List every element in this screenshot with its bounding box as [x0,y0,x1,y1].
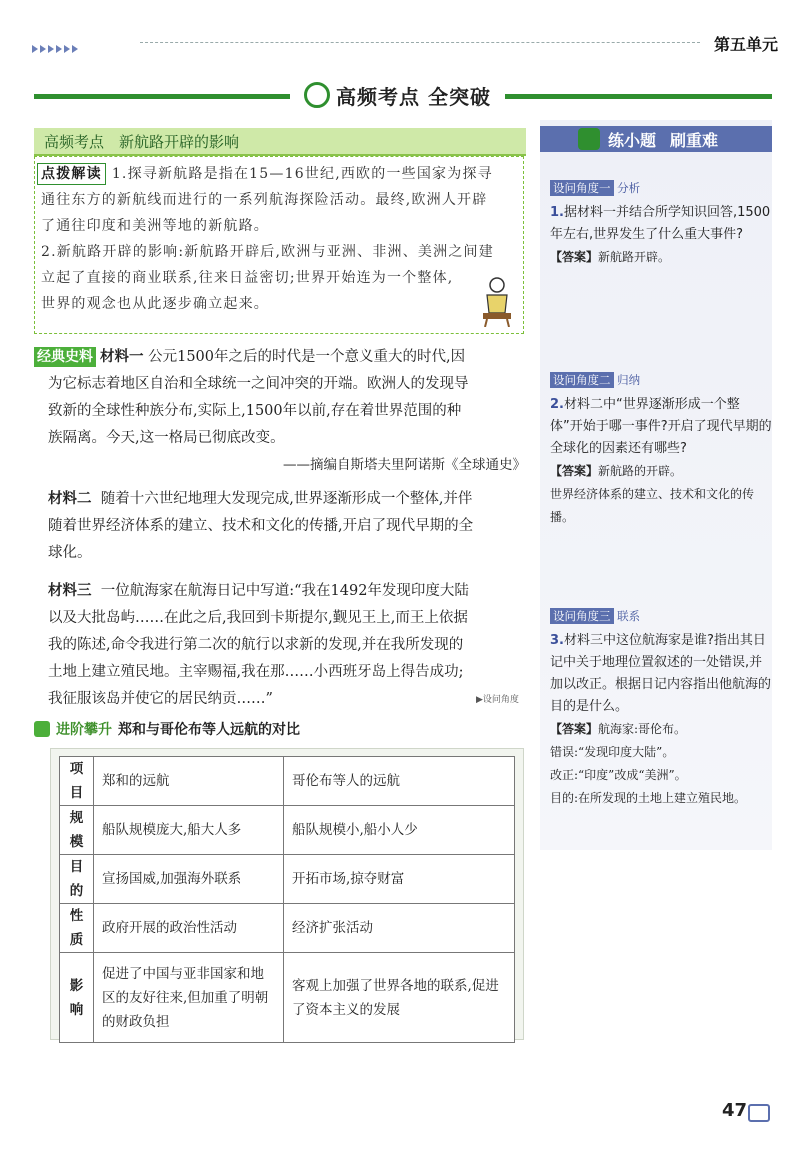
row-head: 性质 [60,904,94,953]
explain-line: 1.探寻新航路是指在15—16世纪,西欧的一些国家为探寻 [111,166,493,182]
material-title: 材料三 [48,583,92,599]
explain-line: 通往东方的新航线而进行的一系列航海探险活动。最终,欧洲人开辟 [41,192,488,208]
answer-text: 改正:“印度”改成“美洲”。 [550,768,687,782]
book-icon [748,1104,770,1122]
material-one [34,344,526,479]
topic-bar [34,128,526,156]
question-number: 3. [550,633,564,648]
student-icon [578,128,600,150]
material-line: 土地上建立殖民地。主宰赐福,我在那……小西班牙岛上得告成功; [48,664,464,680]
cell: 政府开展的政治性活动 [94,904,284,953]
answer-label: 【答案】 [550,722,599,736]
question-1 [550,180,772,269]
table-row [60,904,515,953]
practice-bar [540,126,772,152]
material-line: 我征服该岛并使它的居民纳贡……” [48,691,273,707]
cell: 促进了中国与亚非国家和地区的友好往来,但加重了明朝的财政负担 [94,953,284,1043]
question-text: 材料三中这位航海家是谁?指出其日记中关于地理位置叙述的一处错误,并加以改正。根据日记内容指出他航海的目的是什么。 [550,633,772,714]
explain-box [34,156,524,334]
practice-label: 练小题 [608,130,657,150]
explain-tag: 点拨解读 [37,163,106,185]
material-line: 一位航海家在航海日记中写道:“我在1492年发现印度大陆 [100,583,469,599]
material-line: 以及大批岛屿……在此之后,我回到卡斯提尔,觐见王上,而王上依据 [48,610,468,626]
header-arrows [32,38,140,46]
header-dashed-line [140,42,700,43]
question-number: 2. [550,397,564,412]
material-two [34,486,526,567]
angle-type: 联系 [617,609,641,623]
row-head: 影响 [60,953,94,1043]
comparison-table [59,756,515,1043]
angle-tag: 设问角度三 [550,608,614,624]
material-line: 我的陈述,命令我进行第二次的航行以求新的发现,并在我所发现的 [48,637,464,653]
cell: 客观上加强了世界各地的联系,促进了资本主义的发展 [284,953,515,1043]
explain-line: 2.新航路开辟的影响:新航路开辟后,欧洲与亚洲、非洲、美洲之间建 [41,244,494,260]
unit-label: 第五单元 [713,35,778,54]
explain-line: 了通往印度和美洲等地的新航路。 [41,218,269,234]
row-head: 项目 [60,757,94,806]
material-line: 随着十六世纪地理大发现完成,世界逐渐形成一个整体,并伴 [100,491,473,507]
answer-text: 世界经济体系的建立、技术和文化的传播。 [550,487,755,524]
banner-title: 高频考点 全突破 [336,84,491,109]
table-row [60,806,515,855]
answer-label: 【答案】 [550,464,599,478]
comparison-table-wrap [50,748,524,1040]
answer-text: 航海家:哥伦布。 [598,722,687,736]
material-title: 材料一 [100,349,144,365]
material-line: 随着世界经济体系的建立、技术和文化的传播,开启了现代早期的全 [48,518,474,534]
table-row [60,855,515,904]
question-number: 1. [550,205,564,220]
cell: 郑和的远航 [94,757,284,806]
cell: 宣扬国威,加强海外联系 [94,855,284,904]
row-head: 目的 [60,855,94,904]
question-3 [550,608,772,810]
climb-icon [34,721,50,737]
explain-line: 世界的观念也从此逐步确立起来。 [41,296,269,312]
table-row [60,757,515,806]
reading-figure-icon [477,275,517,327]
swirl-icon [304,82,330,108]
angle-type: 归纳 [617,373,641,387]
page-number: 47 [722,1100,748,1121]
answer-text: 新航路的开辟。 [598,464,683,478]
explain-line: 立起了直接的商业联系,往来日益密切;世界开始连为一个整体, [41,270,454,286]
answer-label: 【答案】 [550,250,599,264]
cell: 哥伦布等人的远航 [284,757,515,806]
answer-text: 目的:在所发现的土地上建立殖民地。 [550,791,747,805]
topic-label: 高频考点 新航路开辟的影响 [44,132,240,151]
material-line: 球化。 [48,545,92,561]
section-banner [290,80,505,110]
cell: 船队规模小,船小人少 [284,806,515,855]
material-line: 公元1500年之后的时代是一个意义重大的时代,因 [148,349,466,365]
angle-tag: 设问角度一 [550,180,614,196]
material-line: 为它标志着地区自治和全球统一之间冲突的开端。欧洲人的发现导 [48,376,469,392]
row-head: 规模 [60,806,94,855]
advanced-header [34,718,526,740]
question-2 [550,372,772,529]
question-text: 据材料一并结合所学知识回答,1500年左右,世界发生了什么重大事件? [550,205,771,242]
angle-hint: ▶设问角度 [476,695,519,705]
angle-type: 分析 [617,181,641,195]
advanced-title: 郑和与哥伦布等人远航的对比 [118,722,300,738]
advanced-tag: 进阶攀升 [56,722,112,738]
material-source: ——摘编自斯塔夫里阿诺斯《全球通史》 [283,457,526,473]
material-line: 族隔离。今天,这一格局已彻底改变。 [48,430,285,446]
classic-source-tag: 经典史料 [34,347,96,367]
answer-text: 错误:“发现印度大陆”。 [550,745,675,759]
material-title: 材料二 [48,491,92,507]
table-row [60,953,515,1043]
question-text: 材料二中“世界逐渐形成一个整体”开始于哪一事件?开启了现代早期的全球化的因素还有哪些? [550,397,772,456]
cell: 开拓市场,掠夺财富 [284,855,515,904]
cell: 经济扩张活动 [284,904,515,953]
practice-sub: 刷重难 [670,130,719,150]
answer-text: 新航路开辟。 [598,250,671,264]
angle-tag: 设问角度二 [550,372,614,388]
material-three [34,578,526,713]
cell: 船队规模庞大,船大人多 [94,806,284,855]
material-line: 致新的全球性种族分布,实际上,1500年以前,存在着世界范围的种 [48,403,462,419]
